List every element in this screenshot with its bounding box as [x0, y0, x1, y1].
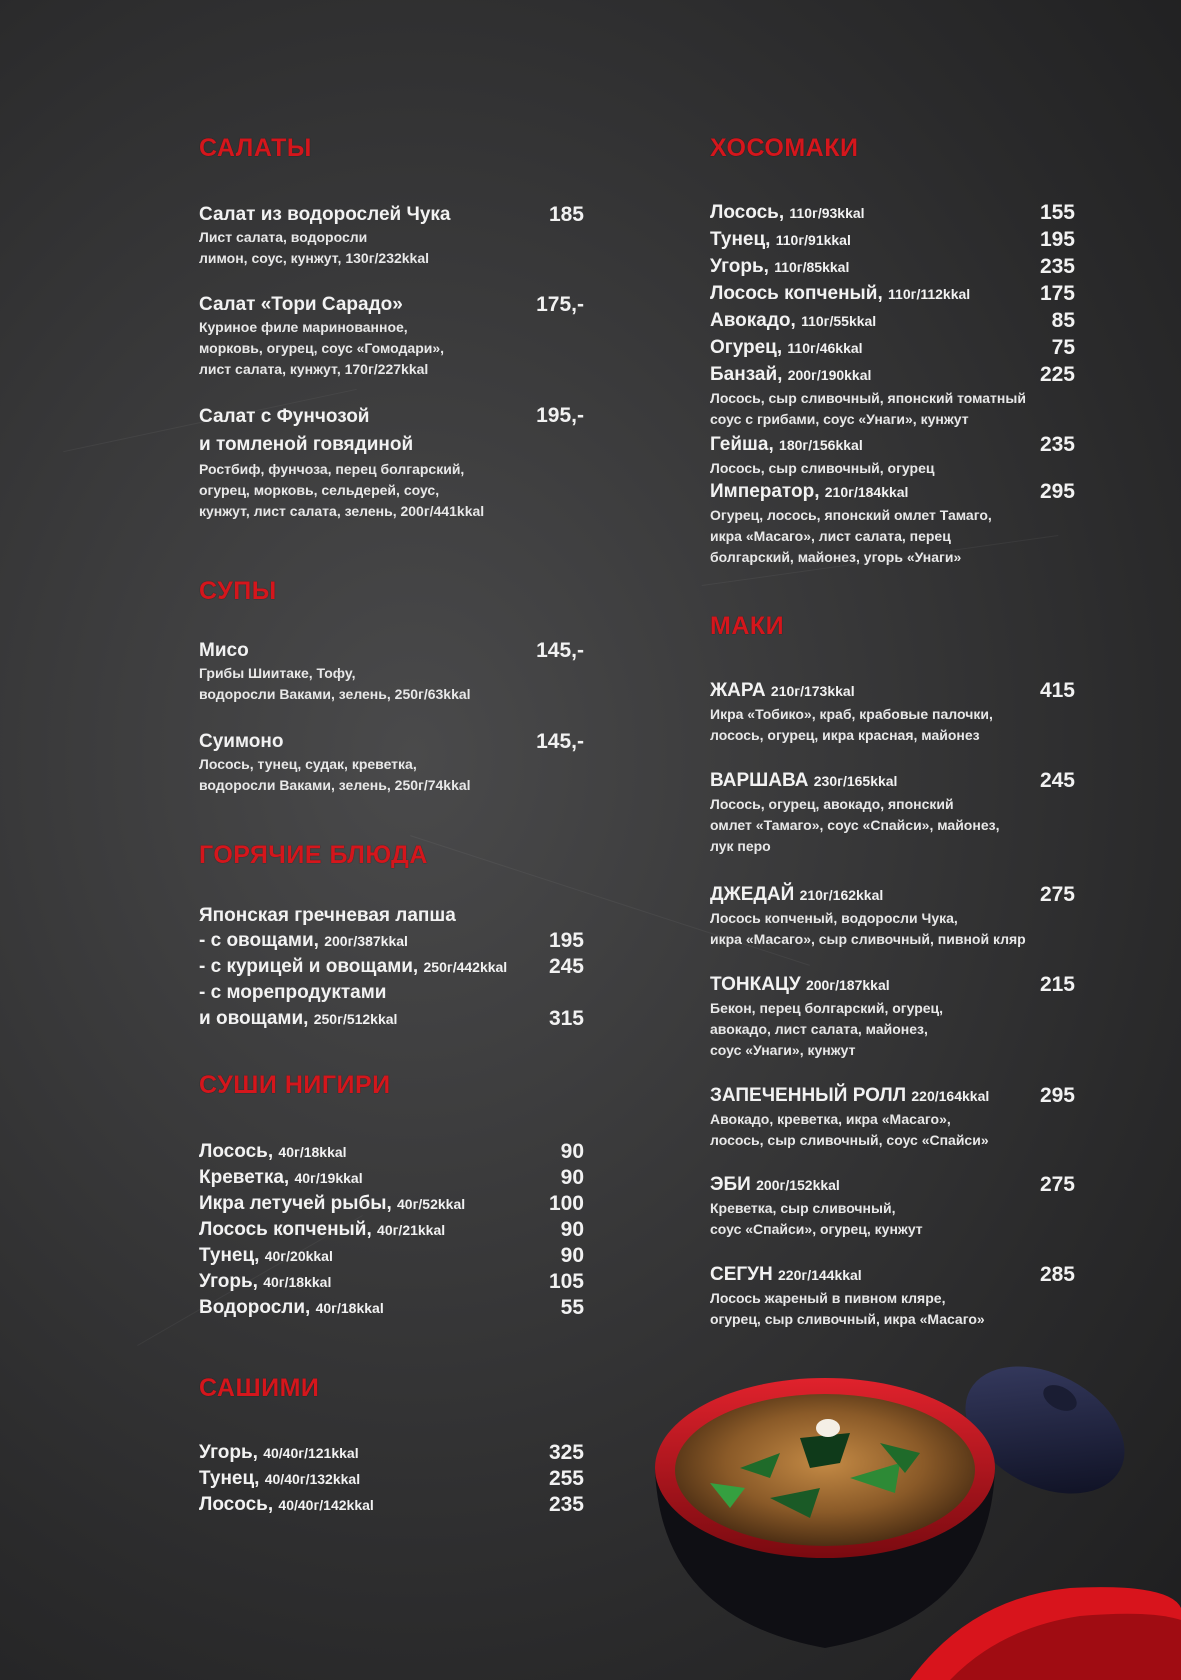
item-weight: 110г/46kkal [787, 340, 863, 356]
nigiri-heading: СУШИ НИГИРИ [199, 1071, 391, 1099]
item-name: - с курицей и овощами, [199, 956, 419, 977]
item-price: 90 [560, 1244, 584, 1267]
item-name: СЕГУН [710, 1264, 773, 1285]
item-name: Креветка, [199, 1167, 290, 1188]
item-description: Лосось, сыр сливочный, огурец [710, 460, 935, 476]
item-price: 90 [560, 1166, 584, 1189]
item-description: Креветка, сыр сливочный, соус «Спайси», огурец, кунжут [710, 1200, 923, 1237]
menu-row [199, 1492, 584, 1518]
item-name: Водоросли, [199, 1297, 311, 1318]
item-name: Гейша, [710, 434, 774, 455]
item-price: 105 [548, 1270, 584, 1293]
item-weight: 40г/21kkal [377, 1222, 446, 1238]
item-price: 245 [1039, 769, 1075, 792]
menu-item [710, 972, 1075, 1061]
item-price: 235 [1039, 433, 1075, 456]
menu-row [199, 928, 584, 954]
item-weight: 200г/152kkal [756, 1177, 840, 1193]
item-description: Грибы Шиитаке, Тофу, водоросли Ваками, зелень, 250г/63kkal [199, 665, 471, 702]
item-name: Салат «Тори Сарадо» [199, 294, 403, 315]
miso-soup-bowl-image [650, 1358, 1181, 1680]
menu-row [710, 479, 1075, 568]
soups-heading: СУПЫ [199, 577, 277, 605]
item-weight: 40г/19kkal [294, 1170, 363, 1186]
menu-row [199, 1191, 584, 1217]
menu-item [710, 882, 1075, 950]
item-price: 85 [1051, 309, 1075, 332]
item-weight: 200г/387kkal [324, 933, 408, 949]
menu-row [199, 980, 584, 1006]
item-price: 195 [548, 929, 584, 952]
item-name: ЭБИ [710, 1174, 751, 1195]
item-weight: 250г/512kkal [313, 1011, 398, 1027]
menu-row [199, 1139, 584, 1165]
item-price: 195,- [536, 404, 584, 427]
item-name: Лосось, [710, 202, 785, 223]
item-weight: 220/164kkal [911, 1088, 990, 1104]
salads-heading: САЛАТЫ [199, 134, 312, 162]
menu-row [199, 1217, 584, 1243]
menu-row [199, 1243, 584, 1269]
item-description: Авокадо, креветка, икра «Масаго», лосось, сыр сливочный, соус «Спайси» [710, 1111, 989, 1148]
maki-heading: МАКИ [710, 612, 785, 640]
item-name: Лосось копченый, [710, 283, 883, 304]
item-weight: 40/40г/132kkal [264, 1471, 361, 1487]
menu-item [199, 638, 584, 705]
item-name: Авокадо, [710, 310, 796, 331]
item-price: 55 [560, 1296, 584, 1319]
item-name: ТОНКАЦУ [710, 974, 801, 995]
item-price: 215 [1039, 973, 1075, 996]
menu-item [710, 678, 1075, 746]
item-name: Лосось копченый, [199, 1219, 372, 1240]
item-price: 185 [548, 203, 584, 226]
item-price: 235 [1039, 255, 1075, 278]
item-name: и овощами, [199, 1008, 309, 1029]
menu-row [199, 1269, 584, 1295]
item-name: Суимоно [199, 731, 284, 752]
item-price: 315 [548, 1007, 584, 1030]
item-name: - с морепродуктами [199, 982, 387, 1003]
item-name: Мисо [199, 640, 249, 661]
item-name: Салат с Фунчозой и томленой говядиной [199, 406, 414, 455]
item-name: Лосось, [199, 1141, 274, 1162]
item-name: Икра летучей рыбы, [199, 1193, 392, 1214]
item-weight: 180г/156kkal [779, 437, 863, 453]
item-price: 245 [548, 955, 584, 978]
item-description: Куриное филе маринованное, морковь, огурец, соус «Гомодари», лист салата, кунжут, 170г/227kkal [199, 319, 445, 377]
item-name: Угорь, [710, 256, 769, 277]
menu-item [199, 729, 584, 796]
item-price: 90 [560, 1140, 584, 1163]
item-name: ДЖЕДАЙ [710, 884, 795, 905]
item-weight: 220г/144kkal [778, 1267, 862, 1283]
menu-row [710, 254, 1075, 280]
menu-row [199, 1295, 584, 1321]
item-name: Угорь, [199, 1442, 258, 1463]
item-weight: 230г/165kkal [813, 773, 898, 789]
item-description: Лосось, огурец, авокадо, японский омлет «Тамаго», соус «Спайси», майонез, лук перо [710, 796, 1000, 854]
noodles-title: Японская гречневая лапша [199, 905, 456, 926]
item-name: Тунец, [199, 1468, 260, 1489]
menu-row [199, 1440, 584, 1466]
item-price: 195 [1039, 228, 1075, 251]
item-price: 295 [1039, 1084, 1075, 1107]
item-description: Лосось копченый, водоросли Чука, икра «Масаго», сыр сливочный, пивной кляр [710, 910, 1026, 947]
item-weight: 40г/18kkal [315, 1300, 384, 1316]
item-weight: 110г/55kkal [801, 313, 877, 329]
item-weight: 200г/190kkal [787, 367, 872, 383]
item-name: ЖАРА [710, 680, 766, 701]
item-price: 90 [560, 1218, 584, 1241]
item-description: Икра «Тобико», краб, крабовые палочки, лосось, огурец, икра красная, майонез [710, 706, 993, 743]
menu-row [710, 200, 1075, 226]
item-price: 295 [1039, 480, 1075, 503]
item-description: Бекон, перец болгарский, огурец, авокадо, лист салата, майонез, соус «Унаги», кунжут [710, 1000, 944, 1058]
item-name: Лосось, [199, 1494, 274, 1515]
item-name: Банзай, [710, 364, 783, 385]
menu-item [710, 1262, 1075, 1330]
item-weight: 110г/85kkal [774, 259, 850, 275]
menu-item [710, 1172, 1075, 1240]
item-weight: 110г/112kkal [888, 286, 971, 302]
menu-item [199, 202, 584, 269]
item-weight: 110г/91kkal [775, 232, 851, 248]
item-name: - с овощами, [199, 930, 319, 951]
item-name: Император, [710, 481, 820, 502]
item-description: Лосось, сыр сливочный, японский томатный соус с грибами, соус «Унаги», кунжут [710, 390, 1026, 427]
item-price: 415 [1039, 679, 1075, 702]
item-price: 285 [1039, 1263, 1075, 1286]
item-description: Лист салата, водоросли лимон, соус, кунжут, 130г/232kkal [199, 229, 430, 266]
menu-row [710, 227, 1075, 253]
item-weight: 40г/18kkal [278, 1144, 347, 1160]
sashimi-heading: САШИМИ [199, 1374, 320, 1402]
item-name: Угорь, [199, 1271, 258, 1292]
menu-row [710, 362, 1075, 430]
menu-row [199, 1466, 584, 1492]
item-description: Огурец, лосось, японский омлет Тамаго, икра «Масаго», лист салата, перец болгарский, майонез, угорь «Унаги» [710, 507, 992, 565]
item-name: Тунец, [710, 229, 771, 250]
item-price: 145,- [536, 639, 584, 662]
item-description: Лосось жареный в пивном кляре, огурец, сыр сливочный, икра «Масаго» [710, 1290, 985, 1327]
item-name: Огурец, [710, 337, 783, 358]
item-description: Ростбиф, фунчоза, перец болгарский, огурец, морковь, сельдерей, соус, кунжут, лист салата, зелень, 200г/441kkal [199, 461, 485, 519]
item-price: 155 [1039, 201, 1075, 224]
item-price: 100 [548, 1192, 584, 1215]
menu-row [199, 1165, 584, 1191]
item-weight: 200г/187kkal [805, 977, 890, 993]
item-price: 175 [1039, 282, 1075, 305]
menu-item [710, 768, 1075, 857]
item-name: Салат из водорослей Чука [199, 204, 451, 225]
item-description: Лосось, тунец, судак, креветка, водоросли Ваками, зелень, 250г/74kkal [199, 756, 471, 793]
item-price: 275 [1039, 1173, 1075, 1196]
hot-dishes-heading: ГОРЯЧИЕ БЛЮДА [199, 841, 428, 869]
item-weight: 40г/20kkal [264, 1248, 333, 1264]
item-price: 225 [1039, 363, 1075, 386]
menu-row [710, 308, 1075, 334]
item-weight: 40г/18kkal [263, 1274, 332, 1290]
item-weight: 210г/162kkal [799, 887, 884, 903]
item-price: 175,- [536, 293, 584, 316]
item-price: 145,- [536, 730, 584, 753]
menu-row [710, 281, 1075, 307]
menu-row [710, 335, 1075, 361]
item-price: 255 [548, 1467, 584, 1490]
item-weight: 110г/93kkal [789, 205, 865, 221]
menu-item [710, 1083, 1075, 1151]
item-weight: 210г/173kkal [770, 683, 855, 699]
hosomaki-heading: ХОСОМАКИ [710, 134, 859, 162]
item-price: 325 [548, 1441, 584, 1464]
item-name: ВАРШАВА [710, 770, 809, 791]
item-price: 275 [1039, 883, 1075, 906]
item-weight: 40г/52kkal [397, 1196, 466, 1212]
item-name: Тунец, [199, 1245, 260, 1266]
item-weight: 250г/442kkal [423, 959, 508, 975]
item-price: 75 [1051, 336, 1075, 359]
item-weight: 40/40г/142kkal [278, 1497, 374, 1513]
item-price: 235 [548, 1493, 584, 1516]
menu-row [199, 954, 584, 980]
item-name: ЗАПЕЧЕННЫЙ РОЛЛ [710, 1085, 907, 1106]
item-weight: 40/40г/121kkal [263, 1445, 359, 1461]
menu-item [199, 403, 584, 522]
menu-item [199, 292, 584, 380]
menu-row [710, 432, 1075, 479]
menu-row [199, 1006, 584, 1032]
item-weight: 210г/184kkal [824, 484, 909, 500]
